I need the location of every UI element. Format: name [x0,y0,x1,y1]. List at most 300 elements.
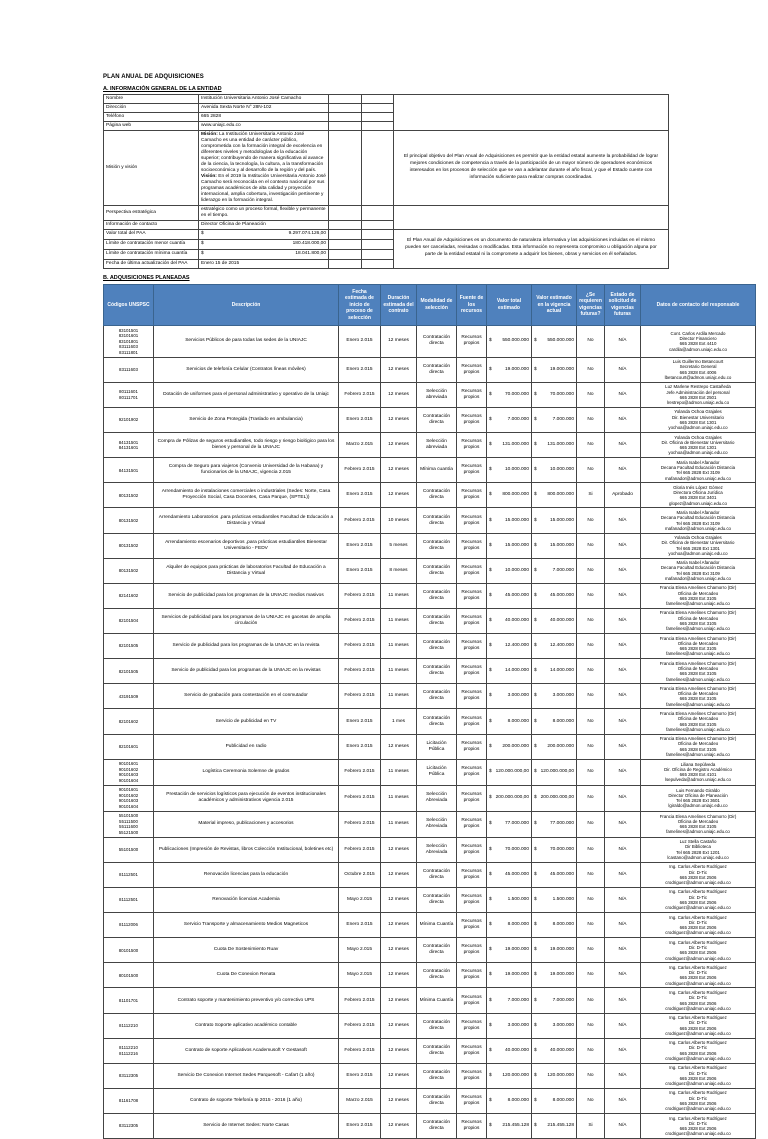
funding-source-cell: Recursos propios [457,837,487,862]
future-budget-status-cell: N/A [605,1063,641,1088]
start-date-cell: Febrero 2.015 [339,659,381,684]
funding-source-cell: Recursos propios [457,734,487,759]
currency-symbol: $ [489,542,492,548]
funding-source-cell: Recursos propios [457,533,487,558]
selection-modality-cell: Selección Abreviada [417,785,457,811]
unspsc-codes-cell: 92101902 [104,407,154,432]
future-budget-status-cell: N/A [605,811,641,837]
strategic-perspective-value: estratégico como un proceso formal, flexible y permanente en el tiempo. [199,205,329,220]
start-date-header: Fecha estimada de inicio de proceso de selección [339,284,381,326]
funding-source-cell: Recursos propios [457,709,487,734]
duration-cell: 11 meses [381,811,417,837]
future-budget-status-header: Estado de solicitud de vigencias futuras [605,284,641,326]
currency-symbol: $ [534,972,537,978]
contact-cell: Francia Elena Amelines Chamorro (Dir) Oficina de Mercadeo 665 2828 Ext 3105 famelines@admon.uniajc.edu.co [641,734,756,759]
current-year-value-cell: $ 120.000.000,00 [532,759,577,785]
currency-symbol: $ [534,1123,537,1129]
currency-symbol: $ [534,338,537,344]
currency-symbol: $ [534,693,537,699]
duration-cell: 11 meses [381,659,417,684]
funding-source-header: Fuente de los recursos [457,284,487,326]
start-date-cell: Febrero 2.015 [339,458,381,483]
spacer-cell [329,103,362,112]
minor-amount-limit-label: Límite de contratación menor cuantía [104,239,199,249]
contact-cell: María Isabel Afanador Decana Facultad Educación Distancia Tel 665 2828 Ext 3109 mafanador@admon.uniajc.edu.co [641,458,756,483]
future-budget-status-cell: N/A [605,433,641,458]
future-budget-status-cell: N/A [605,988,641,1013]
funding-source-cell: Recursos propios [457,862,487,887]
spacer-cell [329,220,362,229]
acquisition-row [104,433,756,458]
currency-symbol: $ [534,871,537,877]
contact-cell: Liliana Sepúlveda Dir. Oficina de Registro Académico 665 2828 Ext 4101 lsepulveda@admon.uniajc.edu.co [641,759,756,785]
current-year-value-cell: $ 1.500.000 [532,887,577,912]
funding-source-cell: Recursos propios [457,988,487,1013]
currency-symbol: $ [489,922,492,928]
future-budget-status-cell: N/A [605,407,641,432]
current-year-value-cell: $ 131.000.000 [532,433,577,458]
acquisition-row [104,659,756,684]
unspsc-codes-cell: 82101601 [104,734,154,759]
contact-cell: Francia Elena Amelines Chamorro (Dir) Oficina de Mercadeo 665 2828 Ext 3105 famelines@admon.uniajc.edu.co [641,608,756,633]
total-value-cell: $ 1.500.000 [487,887,532,912]
duration-cell: 12 meses [381,458,417,483]
description-cell: Publicidad en radio [154,734,339,759]
total-value-cell: $ 215.455.128 [487,1114,532,1139]
start-date-cell: Febrero 2.015 [339,811,381,837]
contact-cell: Francia Elena Amelines Chamorro (Dir) Oficina de Mercadeo 665 2828 Ext 3105 famelines@admon.uniajc.edu.co [641,583,756,608]
currency-symbol: $ [489,693,492,699]
funding-source-cell: Recursos propios [457,508,487,533]
description-cell: Contrato de soporte Aplicativos Academusoft Y Gestasoft [154,1038,339,1063]
future-budget-flag-cell: No [577,1013,605,1038]
future-budget-status-cell: N/A [605,583,641,608]
start-date-cell: Febrero 2.015 [339,988,381,1013]
future-budget-flag-cell: No [577,938,605,963]
currency-symbol: $ [489,467,492,473]
funding-source-cell: Recursos propios [457,659,487,684]
contact-cell: Ing. Carlos Alberto Rodríguez Dir. D-Tic 665 2828 Ext 2506 crodriguez@admon.uniajc.edu.co [641,1114,756,1139]
future-budget-status-cell: N/A [605,1013,641,1038]
unspsc-codes-cell: 84131501 [104,458,154,483]
start-date-cell: Enero 2.015 [339,1063,381,1088]
future-budget-flag-cell: No [577,1088,605,1113]
currency-symbol: $ [534,492,537,498]
current-year-value-cell: $ 3.000.000 [532,684,577,709]
unspsc-codes-cell: 81112501 [104,862,154,887]
total-value-cell: $ 10.000.000 [487,458,532,483]
funding-source-cell: Recursos propios [457,357,487,382]
unspsc-codes-cell: 80131502 [104,483,154,508]
unspsc-codes-cell: 80101500 [104,938,154,963]
currency-symbol: $ [489,417,492,422]
unspsc-codes-cell: 84131501 84131601 [104,433,154,458]
future-budget-status-cell: N/A [605,1088,641,1113]
paa-objective-note: El principal objetivo del Plan Anual de Adquisiciones es permitir que la entidad estatal aumente la probabilidad de lograr mejores condiciones de competencia a través de la participación de un mayor número de operadores económicos interesados en los procesos de selección que se van a adelantar durante el año fiscal, y que el Estado cuente con información suficiente para realizar compras coordinadas. [394,130,669,205]
currency-symbol: $ [534,442,537,448]
spacer-cell [329,112,362,121]
future-budget-flag-cell: No [577,382,605,407]
currency-symbol: $ [489,366,492,372]
unspsc-codes-cell: 82101504 [104,608,154,633]
description-cell: Alquiler de equipos para prácticas de laboratorios Facultad de Educación a Distancia y Virtual [154,558,339,583]
funding-source-cell: Recursos propios [457,1114,487,1139]
unspsc-codes-cell: 81112210 [104,1013,154,1038]
future-budget-status-cell: N/A [605,963,641,988]
description-cell: Servicio de publicidad para los programas de la UNIAJC medios masivos [154,583,339,608]
total-value-cell: $ 200.000.000,00 [487,785,532,811]
contact-cell: Yolanda Ochoa Grajales Dir. Bienestar Universitario 665 2828 Ext 1301 yochoa@admon.uniajc.edu.co [641,407,756,432]
duration-header: Duración estimada del contrato [381,284,417,326]
description-cell: Servicio de publicidad en TV [154,709,339,734]
start-date-cell: Marzo 2.015 [339,433,381,458]
current-year-value-cell: $ 15.000.000 [532,533,577,558]
selection-modality-cell: Contratación directa [417,709,457,734]
total-value-cell: $ 120.000.000 [487,1063,532,1088]
duration-cell: 10 meses [381,508,417,533]
currency-symbol: $ [489,972,492,978]
future-budget-status-cell: N/A [605,533,641,558]
selection-modality-cell: Selección Abreviada [417,837,457,862]
start-date-cell: Febrero 2.015 [339,785,381,811]
funding-source-cell: Recursos propios [457,433,487,458]
total-value-cell: $ 77.000.000 [487,811,532,837]
funding-source-cell: Recursos propios [457,483,487,508]
description-cell: Publicaciones (Impresión de Revistas, libros Colección Institucional, boletines etc) [154,837,339,862]
contact-header: Datos de contacto del responsable [641,284,756,326]
spacer-cell [329,229,362,239]
acquisition-row [104,734,756,759]
start-date-cell: Febrero 2.015 [339,684,381,709]
acquisition-row [104,1088,756,1113]
acquisition-row [104,407,756,432]
currency-symbol: $ [534,846,537,852]
paa-total-amount: 9.297.074.126,00 [288,231,326,237]
selection-modality-cell: Contratación directa [417,608,457,633]
currency-symbol: $ [534,1072,537,1078]
description-cell: Logística Ceremonia Solemne de grados [154,759,339,785]
spacer-cell [329,259,362,268]
currency-symbol: $ [489,338,492,344]
future-budget-status-cell: N/A [605,608,641,633]
future-budget-flag-cell: No [577,759,605,785]
contact-info-value: Director Oficina de Planeación [199,220,329,229]
spacer-cell [362,121,394,130]
start-date-cell: Enero 2.015 [339,533,381,558]
duration-cell: 11 meses [381,785,417,811]
currency-symbol: $ [489,718,492,724]
currency-symbol: $ [534,769,537,775]
description-cell: Contrato Soporte aplicativo académico contable [154,1013,339,1038]
currency-symbol: $ [201,231,204,237]
future-budget-status-cell: N/A [605,709,641,734]
selection-modality-cell: Contratación directa [417,963,457,988]
description-cell: Servicio de grabación para contestación en el conmutador [154,684,339,709]
spacer-cell [362,259,394,268]
currency-symbol: $ [534,417,537,422]
description-cell: Renovación licencias Academia [154,887,339,912]
future-budget-flag-cell: Si [577,1114,605,1139]
start-date-cell: Febrero 2.015 [339,583,381,608]
funding-source-cell: Recursos propios [457,1038,487,1063]
currency-symbol: $ [489,1072,492,1078]
funding-source-cell: Recursos propios [457,913,487,938]
currency-symbol: $ [489,442,492,448]
selection-modality-cell: Contratación directa [417,533,457,558]
description-cell: Servicio de Zona Protegida (Traslado en ambulancia) [154,407,339,432]
current-year-value-cell: $ 40.000.000 [532,608,577,633]
funding-source-cell: Recursos propios [457,785,487,811]
currency-symbol: $ [489,846,492,852]
total-value-cell: $ 8.000.000 [487,1088,532,1113]
acquisition-row [104,357,756,382]
unspsc-codes-cell: 81112006 [104,913,154,938]
contact-cell: Ing. Carlos Alberto Rodríguez Dir. D-Tic 665 2828 Ext 2506 crodriguez@admon.uniajc.edu.co [641,938,756,963]
selection-modality-cell: Licitación Pública [417,759,457,785]
selection-modality-cell: Contratación directa [417,634,457,659]
paa-total-value [199,229,329,239]
unspsc-codes-cell: 55101500 55111500 55111600 55121500 [104,811,154,837]
funding-source-cell: Recursos propios [457,684,487,709]
unspsc-codes-cell: 82101505 [104,659,154,684]
duration-cell: 12 meses [381,1063,417,1088]
future-budget-status-cell: N/A [605,938,641,963]
selection-modality-cell: Mínima Cuantía [417,988,457,1013]
acquisition-row [104,963,756,988]
selection-modality-cell: Contratación directa [417,357,457,382]
duration-cell: 8 meses [381,558,417,583]
acquisition-row [104,709,756,734]
description-cell: Arrendamiento de instalaciones comerciales o industriales (Sedes: Norte, Casa Proyección Social, Casa Docentes, Casa Parque, (SPTEL)) [154,483,339,508]
currency-symbol: $ [534,897,537,902]
current-year-value-cell: $ 40.000.000 [532,1038,577,1063]
entity-name-value: Institución Universitaria Antonio José Camacho [199,95,329,104]
unspsc-codes-cell: 80101500 [104,963,154,988]
table-row [104,95,669,104]
contact-cell: María Isabel Afanador Decana Facultad Educación Distancia Tel 665 2828 Ext 3109 mafanador@admon.uniajc.edu.co [641,558,756,583]
duration-cell: 12 meses [381,382,417,407]
currency-symbol: $ [201,251,204,257]
selection-modality-cell: Contratación directa [417,508,457,533]
duration-cell: 11 meses [381,684,417,709]
contact-cell: Francia Elena Amelines Chamorro (Dir) Oficina de Mercadeo 665 2828 Ext 3105 famelines@admon.uniajc.edu.co [641,709,756,734]
future-budget-status-cell: N/A [605,357,641,382]
unspsc-codes-cell: 80131502 [104,558,154,583]
contact-cell: Francia Elena Amelines Chamorro (Dir) Oficina de Mercadeo 665 2828 Ext 3105 famelines@admon.uniajc.edu.co [641,634,756,659]
description-cell: Compra de Pólizas de seguros estudiantiles, todo riesgo y riesgo biológico para los bienes y personal de la UNIAJC [154,433,339,458]
spacer-cell [362,103,394,112]
currency-symbol: $ [534,922,537,928]
funding-source-cell: Recursos propios [457,382,487,407]
total-value-cell: $ 40.000.000 [487,1038,532,1063]
future-budget-flag-cell: No [577,433,605,458]
current-year-value-cell: $ 200.000.000,00 [532,785,577,811]
spacer-cell [362,130,394,205]
acquisition-row [104,326,756,358]
unspsc-codes-cell: 83112305 [104,1114,154,1139]
currency-symbol: $ [534,391,537,397]
currency-symbol: $ [489,769,492,775]
description-cell: Arrendamiento escenarios deportivos ,para prácticas estudiantiles Bienestar Universitario - FEDV [154,533,339,558]
section-b-title: B. ADQUISICIONES PLANEADAS [103,274,190,281]
contact-cell: Ing. Carlos Alberto Rodríguez Dir. D-Tic 665 2828 Ext 2506 crodriguez@admon.uniajc.edu.co [641,887,756,912]
entity-info-table [103,94,669,269]
start-date-cell: Enero 2.015 [339,734,381,759]
future-budget-status-cell: N/A [605,326,641,358]
future-budget-status-cell: N/A [605,887,641,912]
future-budget-status-cell: N/A [605,734,641,759]
duration-cell: 12 meses [381,837,417,862]
description-cell: Renovación licencias para la educación [154,862,339,887]
spacer-cell [329,121,362,130]
table-row [104,205,669,220]
future-budget-status-cell: N/A [605,1038,641,1063]
current-year-value-cell: $ 19.000.000 [532,938,577,963]
start-date-cell: Mayo 2.015 [339,938,381,963]
selection-modality-cell: Contratación directa [417,558,457,583]
current-year-value-cell: $ 19.000.000 [532,963,577,988]
description-cell: Prestación de servicios logísticos para ejecución de eventos institucionales académicos y administrativos vigencia 2.015 [154,785,339,811]
contact-cell: Ing. Carlos Alberto Rodríguez Dir. D-Tic 665 2828 Ext 2506 crodriguez@admon.uniajc.edu.co [641,988,756,1013]
future-budget-status-cell: N/A [605,759,641,785]
unspsc-codes-cell: 81112501 [104,887,154,912]
spacer-cell [362,239,394,249]
start-date-cell: Febrero 2.015 [339,1038,381,1063]
duration-cell: 12 meses [381,433,417,458]
acquisitions-table [103,284,756,1139]
contact-cell: Ing. Carlos Alberto Rodríguez Dir. D-Tic 665 2828 Ext 2506 crodriguez@admon.uniajc.edu.co [641,1088,756,1113]
duration-cell: 5 meses [381,533,417,558]
spacer-cell [329,95,362,104]
address-value: Avenida Sexta Norte N° 28N-102 [199,103,329,112]
contact-cell: Ing. Carlos Alberto Rodríguez Dir. D-Tic 665 2828 Ext 2506 crodriguez@admon.uniajc.edu.co [641,913,756,938]
mission-vision-value [199,130,329,205]
contact-cell: Francia Elena Amelines Chamorro (Dir) Oficina de Mercadeo 665 2828 Ext 3105 famelines@admon.uniajc.edu.co [641,684,756,709]
total-value-cell: $ 15.000.000 [487,508,532,533]
total-value-cell: $ 10.000.000 [487,558,532,583]
duration-cell: 12 meses [381,887,417,912]
minimum-amount-limit-value [199,249,329,259]
spacer-cell [362,220,394,229]
acquisitions-header-row [104,284,756,326]
acquisition-row [104,558,756,583]
currency-symbol: $ [534,1047,537,1053]
future-budget-flag-cell: No [577,533,605,558]
description-cell: Arrendamiento Laboratorios ,para prácticas estudiantiles Facultad de Educación a Distancia y Virtual [154,508,339,533]
total-value-cell: $ 800.000.000 [487,483,532,508]
mission-text: La Institución Universitaria Antonio José Camacho es una entidad de carácter público, comprometida con la formación integral de excelencia en diferentes niveles y metodologías de la educación superior; contribuyendo de manera significativa al avance de la ciencia, la tecnología, la cultura, a la transformación socioeconómica y al desarrollo de la región y del país. [201,131,324,173]
acquisition-row [104,1114,756,1139]
table-row [104,130,669,205]
contact-cell: Ing. Carlos Alberto Rodríguez Dir. D-Tic 665 2828 Ext 2506 crodriguez@admon.uniajc.edu.co [641,1013,756,1038]
currency-symbol: $ [534,643,537,649]
current-year-value-cell: $ 77.000.000 [532,811,577,837]
future-budget-flag-cell: No [577,913,605,938]
contact-cell: Gloria Inés López Gómez Directora Oficina Jurídica 665 2828 Ext 3401 glopez@admon.uniajc.edu.co [641,483,756,508]
selection-modality-cell: Selección abreviada [417,382,457,407]
duration-cell: 12 meses [381,913,417,938]
spacer-cell [362,95,394,104]
duration-cell: 12 meses [381,357,417,382]
start-date-cell: Febrero 2.015 [339,608,381,633]
total-value-cell: $ 19.000.000 [487,357,532,382]
currency-symbol: $ [489,795,492,801]
future-budget-flag-cell: No [577,407,605,432]
selection-modality-cell: Mínima Cuantía [417,913,457,938]
duration-cell: 11 meses [381,759,417,785]
contact-cell: Ing. Carlos Alberto Rodríguez Dir. D-Tic 665 2828 Ext 2506 crodriguez@admon.uniajc.edu.co [641,1063,756,1088]
currency-symbol: $ [489,947,492,953]
total-value-cell: $ 15.000.000 [487,533,532,558]
contact-info-label: Información de contacto [104,220,199,229]
contact-cell: Yolanda Ochoa Grajales Dir. Oficina de Bienestar Universitario 665 2828 Ext 1301 yochoa@admon.uniajc.edu.co [641,433,756,458]
future-budget-flag-cell: No [577,634,605,659]
vision-title: Visión: [201,173,217,179]
selection-modality-cell: Contratación directa [417,583,457,608]
contact-cell: Francia Elena Amelines Chamorro (Dir) Oficina de Mercadeo 665 2828 Ext 3105 famelines@admon.uniajc.edu.co [641,659,756,684]
selection-modality-header: Modalidad de selección [417,284,457,326]
currency-symbol: $ [534,1098,537,1103]
acquisitions-body [104,326,756,1139]
last-update-label: Fecha de última actualización del PAA [104,259,199,268]
currency-symbol: $ [201,241,204,247]
total-value-header: Valor total estimado [487,284,532,326]
start-date-cell: Enero 2.015 [339,709,381,734]
spacer-cell [362,249,394,259]
description-cell: Servicios Públicos de para todas las sedes de la UNIAJC [154,326,339,358]
funding-source-cell: Recursos propios [457,1088,487,1113]
acquisition-row [104,759,756,785]
acquisition-row [104,508,756,533]
mission-vision-label: Misión y visión [104,130,199,205]
start-date-cell: Marzo 2.015 [339,1088,381,1113]
future-budget-flag-cell: No [577,458,605,483]
future-budget-status-cell: N/A [605,1114,641,1139]
spacer-cell [362,112,394,121]
duration-cell: 11 meses [381,583,417,608]
future-budget-status-cell: N/A [605,558,641,583]
start-date-cell: Enero 2.015 [339,357,381,382]
unspsc-codes-cell: 82141602 [104,583,154,608]
currency-symbol: $ [534,592,537,598]
currency-symbol: $ [534,947,537,953]
selection-modality-cell: Contratación directa [417,684,457,709]
currency-symbol: $ [489,492,492,498]
selection-modality-cell: Contratación directa [417,1013,457,1038]
current-year-value-cell: $ 10.000.000 [532,458,577,483]
future-budget-flag-cell: No [577,558,605,583]
future-budget-flag-header: ¿Se requieren vigencias futuras? [577,284,605,326]
description-cell: Servicio De Conexion Internet Sedes Parquesoft - Cafart (1 año) [154,1063,339,1088]
acquisition-row [104,988,756,1013]
currency-symbol: $ [534,467,537,473]
duration-cell: 12 meses [381,963,417,988]
future-budget-flag-cell: No [577,709,605,734]
current-year-value-cell: $ 15.000.000 [532,508,577,533]
document-sheet [103,74,755,1139]
duration-cell: 12 meses [381,1088,417,1113]
minor-amount-limit-amount: 180.418.000,00 [292,241,326,247]
phone-label: Teléfono [104,112,199,121]
acquisition-row [104,862,756,887]
start-date-cell: Mayo 2.015 [339,887,381,912]
selection-modality-cell: Licitación Pública [417,734,457,759]
funding-source-cell: Recursos propios [457,811,487,837]
future-budget-flag-cell: Si [577,483,605,508]
unspsc-codes-cell: 90101601 90101602 90101603 90101604 [104,785,154,811]
vision-text: En el 2019 la Institución Universitaria Antonio José Camacho será reconocida en el contexto nacional por sus programas académicos de alta calidad y proyección internacional, amplia cobertura, investigación pertinente y liderazgo en la formación integral. [201,173,326,203]
future-budget-status-cell: N/A [605,913,641,938]
